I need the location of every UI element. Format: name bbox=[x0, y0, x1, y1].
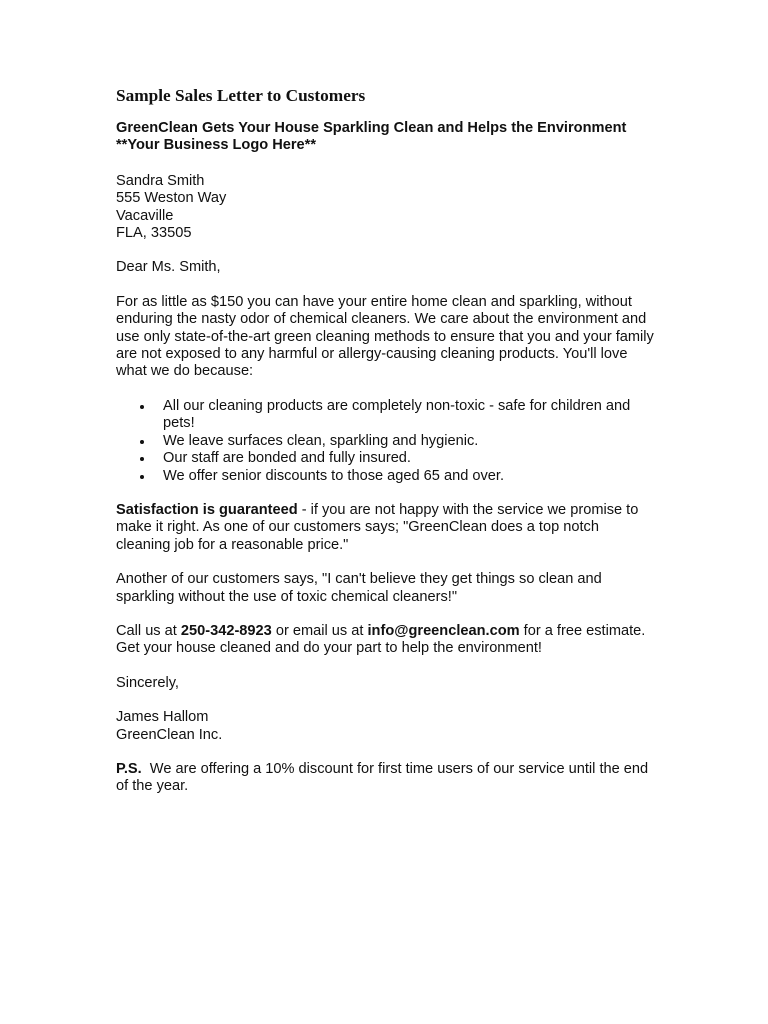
list-item: We leave surfaces clean, sparkling and hygienic. bbox=[163, 433, 656, 450]
signature-name: James Hallom bbox=[116, 709, 209, 726]
salutation: Dear Ms. Smith, bbox=[116, 259, 221, 276]
signature-block bbox=[116, 709, 656, 744]
contact-suffix: for a free estimate. Get your house cleaned and do your part to help the environment! bbox=[116, 622, 646, 657]
guarantee-paragraph bbox=[116, 502, 656, 554]
contact-middle: or email us at bbox=[271, 622, 368, 639]
signature-company: GreenClean Inc. bbox=[116, 726, 223, 743]
postscript-paragraph bbox=[116, 761, 656, 796]
guarantee-text: - if you are not happy with the service we promise to make it right. As one of our customers says; "GreenClean does a top notch cleaning job for a reasonable price." bbox=[116, 501, 639, 553]
document-title: Sample Sales Letter to Customers bbox=[116, 86, 366, 105]
contact-phone: 250-342-8923 bbox=[180, 622, 272, 639]
recipient-state-zip: FLA, 33505 bbox=[116, 225, 192, 242]
guarantee-bold: Satisfaction is guaranteed bbox=[116, 501, 298, 518]
benefits-list bbox=[116, 398, 656, 485]
recipient-address bbox=[116, 173, 656, 243]
postscript-text: We are offering a 10% discount for first time users of our service until the end of the year. bbox=[116, 760, 653, 795]
contact-prefix: Call us at bbox=[116, 622, 181, 639]
recipient-city: Vacaville bbox=[116, 207, 174, 224]
closing: Sincerely, bbox=[116, 674, 179, 691]
contact-paragraph bbox=[116, 623, 656, 658]
letter-headline: GreenClean Gets Your House Sparkling Clean and Helps the Environment bbox=[116, 120, 627, 136]
contact-email: info@greenclean.com bbox=[367, 622, 520, 639]
recipient-street: 555 Weston Way bbox=[116, 190, 227, 207]
letter-page bbox=[116, 86, 656, 813]
list-item: Our staff are bonded and fully insured. bbox=[163, 450, 656, 467]
recipient-name: Sandra Smith bbox=[116, 172, 205, 189]
list-item: All our cleaning products are completely non-toxic - safe for children and pets! bbox=[163, 398, 656, 433]
postscript-label: P.S. bbox=[116, 760, 142, 777]
testimonial-paragraph: Another of our customers says, "I can't believe they get things so clean and sparkling without the use of toxic chemical cleaners!" bbox=[116, 571, 602, 605]
list-item: We offer senior discounts to those aged 65 and over. bbox=[163, 468, 656, 485]
intro-paragraph: For as little as $150 you can have your entire home clean and sparkling, without enduring the nasty odor of chemical cleaners. We care about the environment and use only state-of-the-art green cleaning methods to ensure that you and your family are not exposed to any harmful or allergy-causing cleaning products. You'll love what we do because: bbox=[116, 293, 654, 380]
logo-placeholder: **Your Business Logo Here** bbox=[116, 137, 317, 154]
